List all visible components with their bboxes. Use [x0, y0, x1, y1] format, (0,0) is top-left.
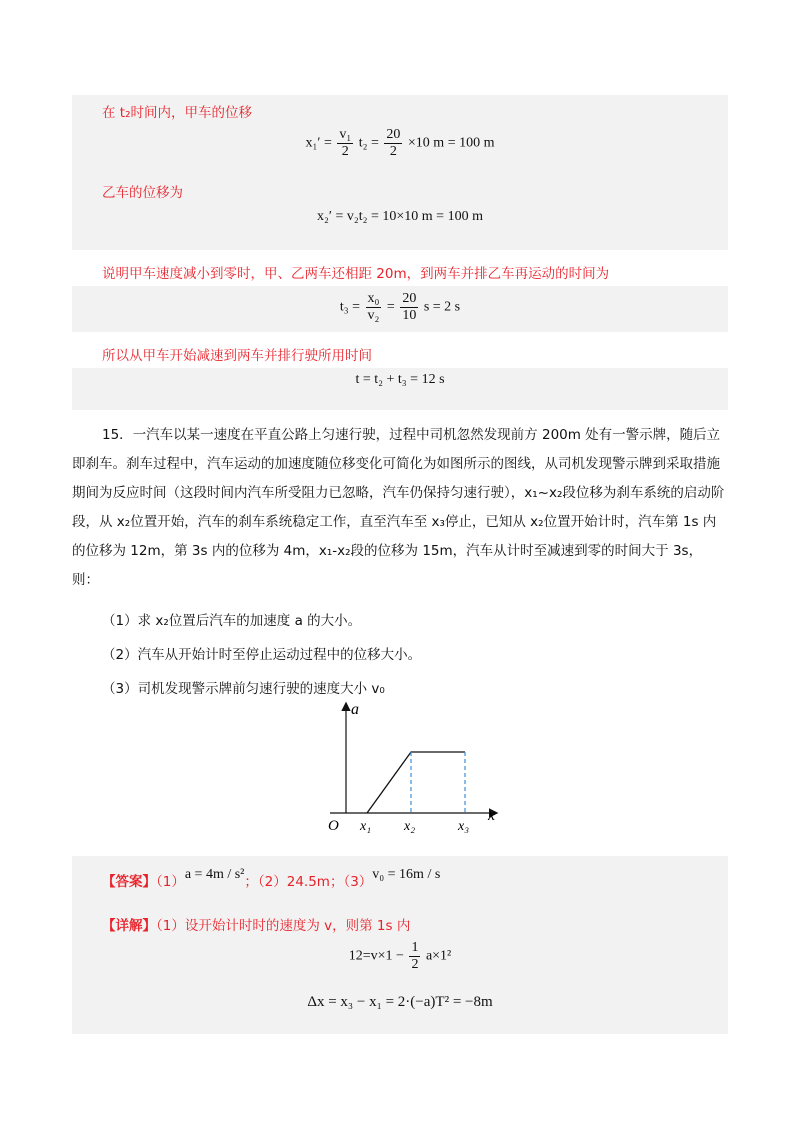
detail-line — [102, 914, 410, 934]
equation-4-box — [72, 368, 728, 410]
fraction-denominator: 2 — [341, 144, 349, 159]
detail-eq1-fraction — [409, 940, 420, 973]
question-2: （2）汽车从开始计时至停止运动过程中的位移大小。 — [102, 647, 422, 663]
acceleration-curve — [367, 752, 465, 813]
detail-tag: 【详解】 — [102, 918, 156, 934]
question-1: （1）求 x₂位置后汽车的加速度 a 的大小。 — [102, 613, 362, 629]
fraction-numerator: 20 — [402, 291, 417, 306]
fraction-numerator: x₀ — [367, 291, 380, 306]
equation-1-mid: t₂ = — [358, 135, 379, 151]
question-3: （3）司机发现警示牌前匀速行驶的速度大小 v₀ — [102, 681, 385, 697]
fraction-denominator: 2 — [389, 144, 397, 159]
solution-line-4: 所以从甲车开始减速到两车并排行驶所用时间 — [102, 348, 372, 364]
y-axis-label: a — [351, 701, 359, 718]
equation-1-rhs: ×10 m = 100 m — [407, 135, 495, 151]
problem-text: 一汽车以某一速度在平直公路上匀速行驶，过程中司机忽然发现前方 200m 处有一警示牌，随后立即刹车。刹车过程中，汽车运动的加速度随位移变化可简化为如图所示的图线，从司机发现警示牌到采取措施期间为反应时间（这段时间内汽车所受阻力已忽略，汽车仍保持匀速行驶），x₁~x₂段位移为刹车系统的启动阶段，从 x₂位置开始，汽车的刹车系统稳定工作，直至汽车至 x₃停止，已知从 x₂位置开始计时，汽车第 1s 内的位移为 12m，第 3s 内的位移为 4m，x₁-x₂段的位移为 15m，汽车从计时至减速到零的时间大于 3s，则： — [72, 427, 725, 588]
fraction-denominator: v₂ — [367, 308, 380, 323]
equation-3-rhs: s = 2 s — [423, 299, 461, 315]
fraction-denominator: 2 — [411, 957, 419, 972]
equation-3 — [72, 291, 728, 324]
equation-3-lhs: t₃ = — [339, 299, 361, 315]
answer-tag: 【答案】 — [102, 874, 156, 890]
answer-value-3: v₀ = 16m / s — [372, 867, 441, 882]
tick-x2: x₂ — [404, 819, 416, 834]
answer-part-1: （1） — [156, 874, 185, 890]
detail-text: （1）设开始计时时的速度为 v，则第 1s 内 — [156, 918, 411, 934]
fraction-numerator: 20 — [386, 127, 401, 142]
equation-1 — [72, 127, 728, 160]
equation-1-fraction-a — [337, 127, 353, 160]
equation-3-box — [72, 286, 728, 332]
detail-eq1-rhs: a×1² — [425, 948, 452, 964]
equation-1-lhs: x₁′ = — [305, 135, 332, 151]
answer-value-1: a = 4m / s² — [184, 867, 245, 882]
equation-3-fraction-b — [400, 291, 418, 324]
answer-line — [102, 867, 441, 891]
tick-x1: x₁ — [360, 819, 372, 834]
equation-1-fraction-b — [384, 127, 402, 160]
solution-block-previous — [72, 95, 728, 250]
answer-block — [72, 856, 728, 1034]
fraction-denominator: 10 — [402, 308, 417, 323]
tick-x3: x₃ — [458, 819, 470, 834]
equation-2: x₂′ = v₂t₂ = 10×10 m = 100 m — [317, 209, 483, 224]
origin-label: O — [328, 818, 339, 834]
problem-15 — [72, 421, 728, 595]
acceleration-displacement-graph — [320, 698, 510, 838]
fraction-numerator: 1 — [411, 940, 419, 955]
detail-eq1-lhs: 12=v×1 − — [348, 948, 404, 964]
solution-line-2: 乙车的位移为 — [102, 185, 183, 201]
solution-line-3: 说明甲车速度减小到零时，甲、乙两车还相距 20m，到两车并排乙车再运动的时间为 — [102, 266, 610, 282]
answer-separator: ；（2）24.5m；（3） — [244, 874, 373, 890]
detail-equation-1 — [72, 940, 728, 973]
equation-3-mid: = — [386, 299, 395, 315]
equation-3-fraction-a — [366, 291, 382, 324]
equation-4: t = t₂ + t₃ = 12 s — [355, 372, 445, 387]
fraction-numerator: v₁ — [339, 127, 352, 142]
problem-number: 15． — [102, 427, 133, 443]
x-axis-label: x — [488, 807, 496, 824]
detail-equation-2: Δx = x₃ − x₁ = 2·(−a)T² = −8m — [307, 994, 493, 1010]
solution-line-1: 在 t₂时间内，甲车的位移 — [102, 105, 252, 121]
